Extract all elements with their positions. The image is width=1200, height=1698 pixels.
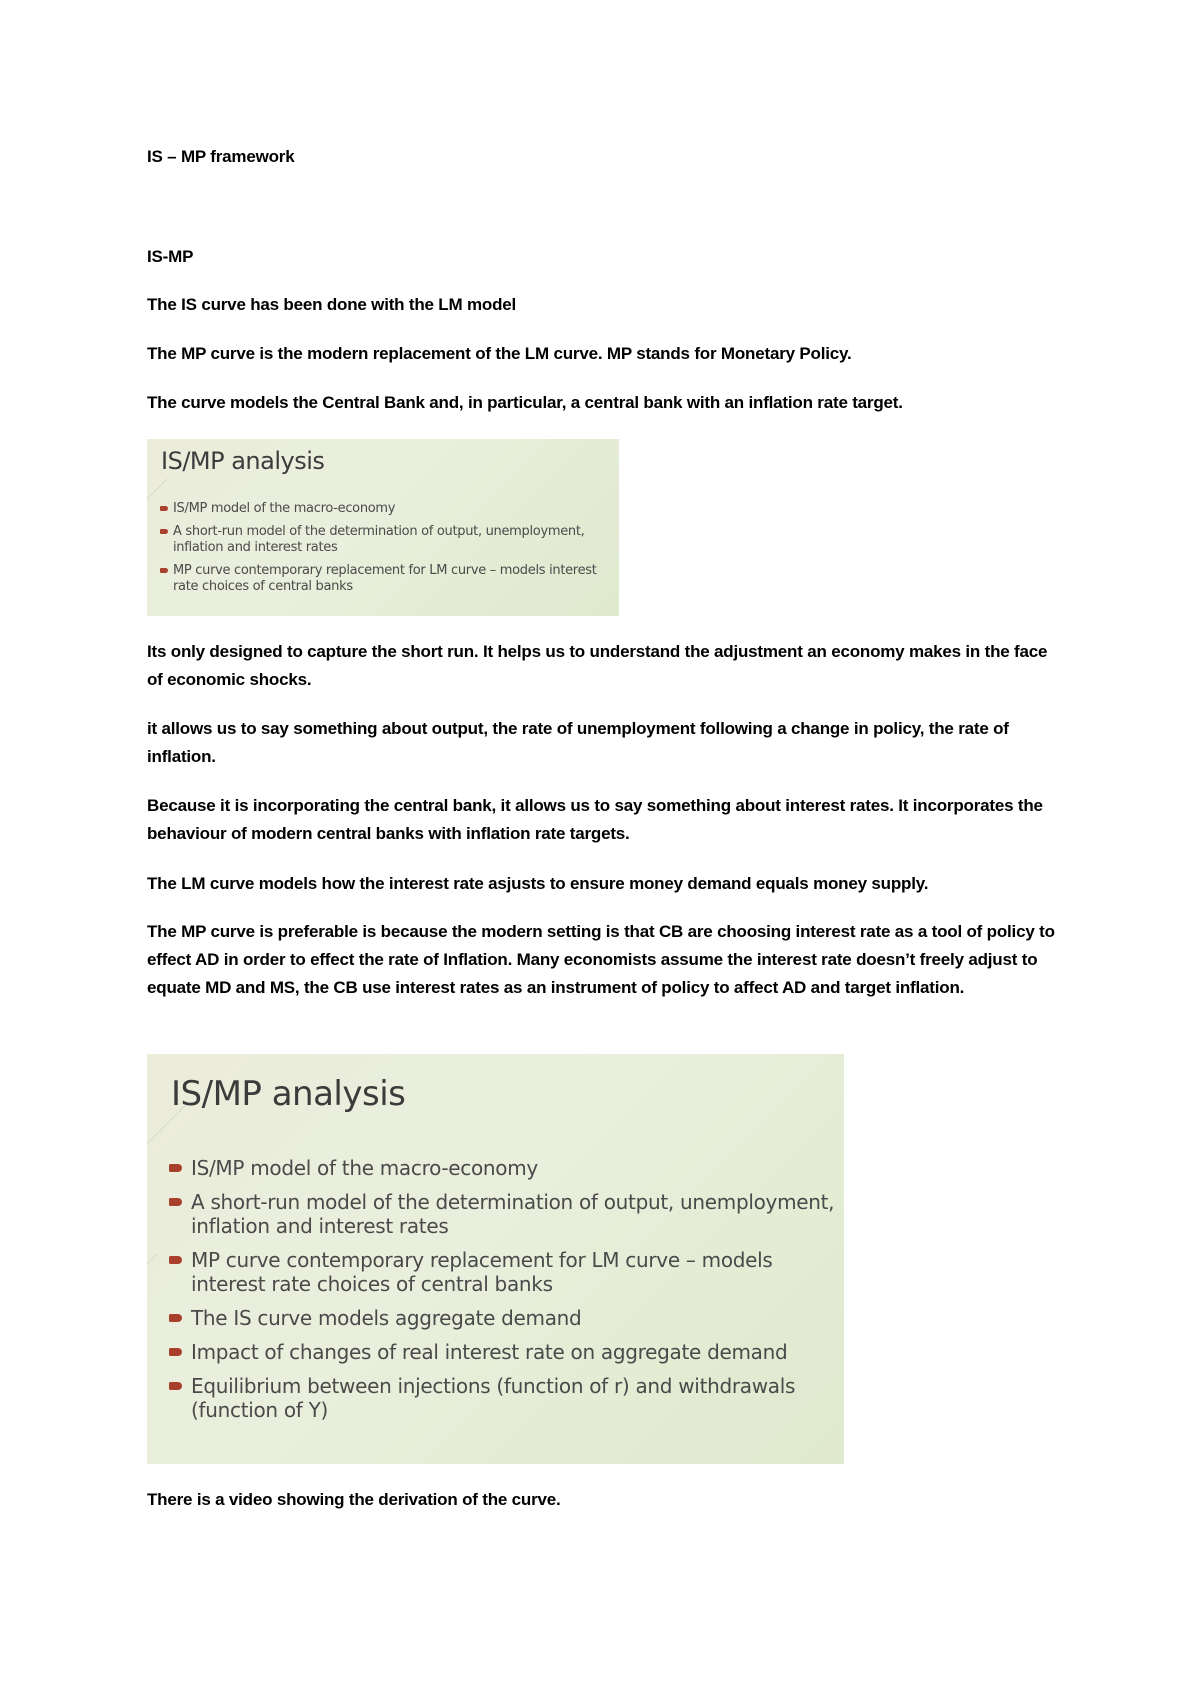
slide-image-small	[147, 439, 619, 616]
slide-bullet-text: A short-run model of the determination of output, unemployment, inflation and interest rates	[173, 524, 585, 555]
bullet-arrow-icon	[169, 1382, 182, 1390]
slide-bullet-text: IS/MP model of the macro-economy	[173, 501, 396, 516]
bullet-arrow-icon	[160, 568, 168, 573]
slide-bullet-text: MP curve contemporary replacement for LM curve – models interest rate choices of central banks	[191, 1248, 773, 1296]
slide-title: IS/MP analysis	[161, 447, 325, 475]
document-heading: IS – MP framework	[147, 147, 295, 166]
slide-bullet	[169, 1190, 839, 1238]
slide-bullet-text: Equilibrium between injections (function of r) and withdrawals (function of Y)	[191, 1374, 796, 1422]
slide-bullet-text: MP curve contemporary replacement for LM curve – models interest rate choices of central banks	[173, 563, 597, 594]
slide-bullet	[169, 1340, 839, 1364]
bullet-arrow-icon	[169, 1314, 182, 1322]
slide-bullet	[169, 1248, 839, 1296]
slide-title: IS/MP analysis	[171, 1074, 406, 1114]
paragraph-5: it allows us to say something about output, the rate of unemployment following a change in policy, the rate of inflation.	[147, 719, 1009, 766]
slide-image-large	[147, 1054, 844, 1464]
slide-bullet-list	[169, 1156, 839, 1432]
slide-bullet	[169, 1374, 839, 1422]
slide-bullet-text: The IS curve models aggregate demand	[191, 1306, 582, 1330]
bullet-arrow-icon	[169, 1164, 182, 1172]
paragraph-2: The MP curve is the modern replacement of the LM curve. MP stands for Monetary Policy.	[147, 344, 852, 363]
paragraph-6: Because it is incorporating the central bank, it allows us to say something about interest rates. It incorporates the behaviour of modern central banks with inflation rate targets.	[147, 796, 1043, 843]
slide-bullet	[160, 563, 610, 595]
paragraph-8: The MP curve is preferable is because the modern setting is that CB are choosing interest rate as a tool of policy to effect AD in order to effect the rate of Inflation. Many economists assume the interest rate doesn’t freely adjust to equate MD and MS, the CB use interest rates as an instrument of policy to affect AD and target inflation.	[147, 922, 1055, 997]
bullet-arrow-icon	[169, 1256, 182, 1264]
slide-bullet	[169, 1306, 839, 1330]
paragraph-9: There is a video showing the derivation of the curve.	[147, 1490, 561, 1509]
bullet-arrow-icon	[160, 506, 168, 511]
paragraph-4: Its only designed to capture the short run. It helps us to understand the adjustment an economy makes in the face of economic shocks.	[147, 642, 1048, 689]
paragraph-7: The LM curve models how the interest rate asjusts to ensure money demand equals money supply.	[147, 874, 929, 893]
bullet-arrow-icon	[169, 1198, 182, 1206]
paragraph-1: The IS curve has been done with the LM model	[147, 295, 517, 314]
slide-bullet	[160, 524, 610, 556]
slide-bullet	[160, 501, 610, 517]
paragraph-3: The curve models the Central Bank and, in particular, a central bank with an inflation rate target.	[147, 393, 903, 412]
slide-bullet-list	[160, 501, 610, 602]
slide-bullet-text: IS/MP model of the macro-economy	[191, 1156, 538, 1180]
slide-bullet-text: Impact of changes of real interest rate on aggregate demand	[191, 1340, 788, 1364]
document-subheading: IS-MP	[147, 247, 194, 266]
slide-bullet	[169, 1156, 839, 1180]
slide-bullet-text: A short-run model of the determination of output, unemployment, inflation and interest rates	[191, 1190, 835, 1238]
bullet-arrow-icon	[169, 1348, 182, 1356]
bullet-arrow-icon	[160, 529, 168, 534]
